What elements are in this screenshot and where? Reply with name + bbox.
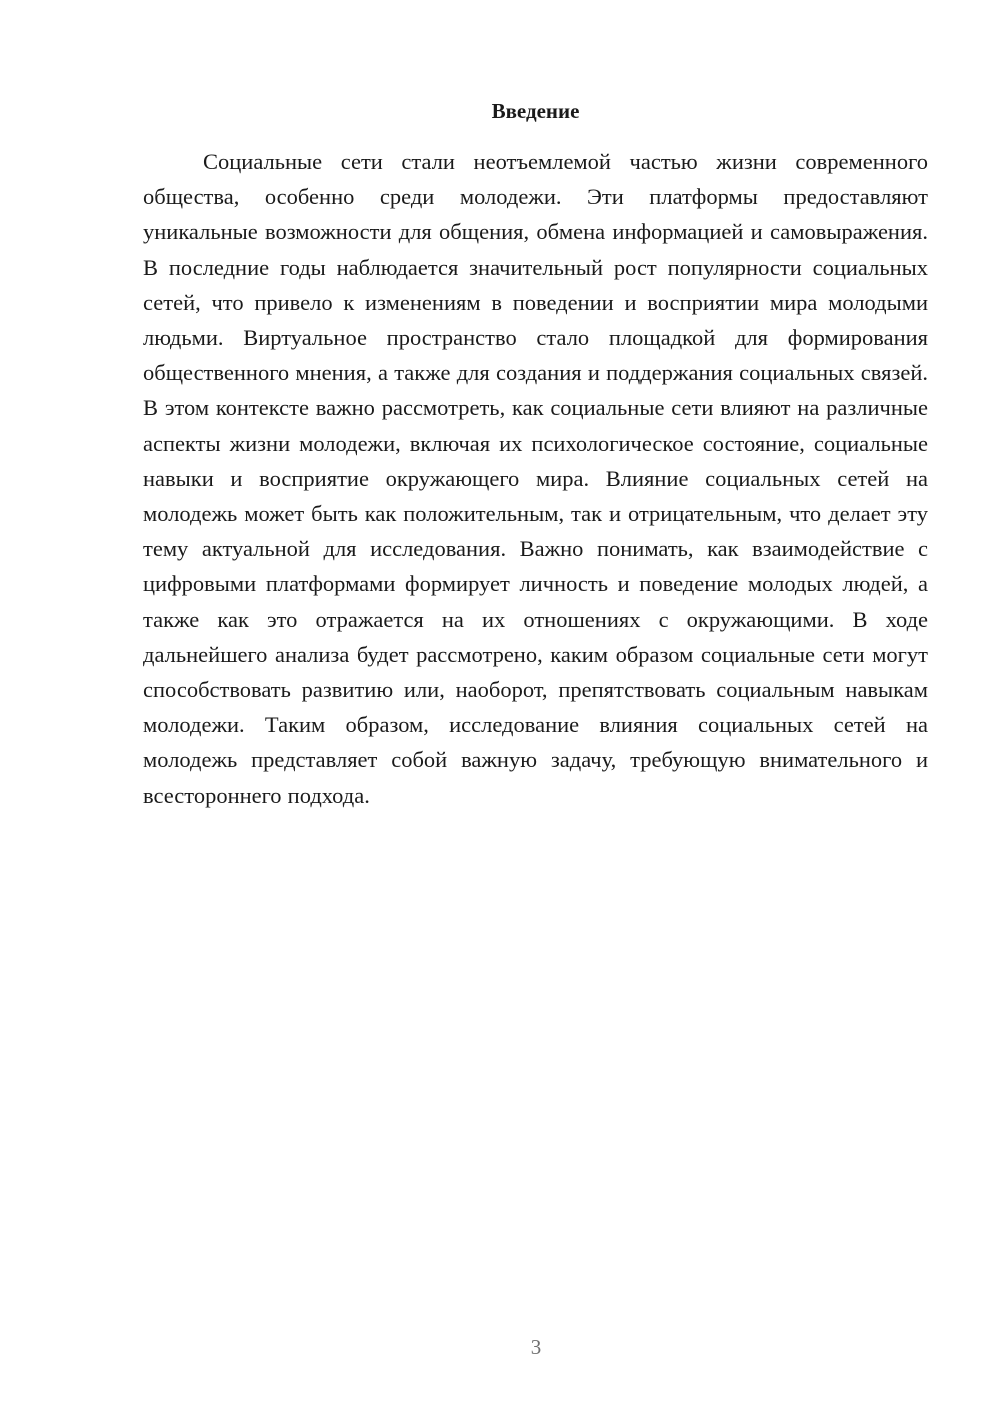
page-number: 3: [530, 1335, 542, 1359]
body-paragraph: Социальные сети стали неотъемлемой частью жизни современного общества, особенно среди молодежи. Эти платформы предоставляют уникальные возможности для общения, обмена информацией и самовыражения. В последние годы наблюдается значительный рост популярности социальных сетей, что привело к изменениям в поведении и восприятии мира молодыми людьми. Виртуальное пространство стало площадкой для формирования общественного мнения, а также для создания и поддержания социальных связей. В этом контексте важно рассмотреть, как социальные сети влияют на различные аспекты жизни молодежи, включая их психологическое состояние, социальные навыки и восприятие окружающего мира. Влияние социальных сетей на молодежь может быть как положительным, так и отрицательным, что делает эту тему актуальной для исследования. Важно понимать, как взаимодействие с цифровыми платформами формирует личность и поведение молодых людей, а также как это отражается на их отношениях с окружающими. В ходе дальнейшего анализа будет рассмотрено, каким образом социальные сети могут способствовать развитию или, наоборот, препятствовать социальным навыкам молодежи. Таким образом, исследование влияния социальных сетей на молодежь представляет собой важную задачу, требующую внимательного и всестороннего подхода.: [143, 149, 928, 808]
section-heading: Введение: [491, 99, 580, 123]
